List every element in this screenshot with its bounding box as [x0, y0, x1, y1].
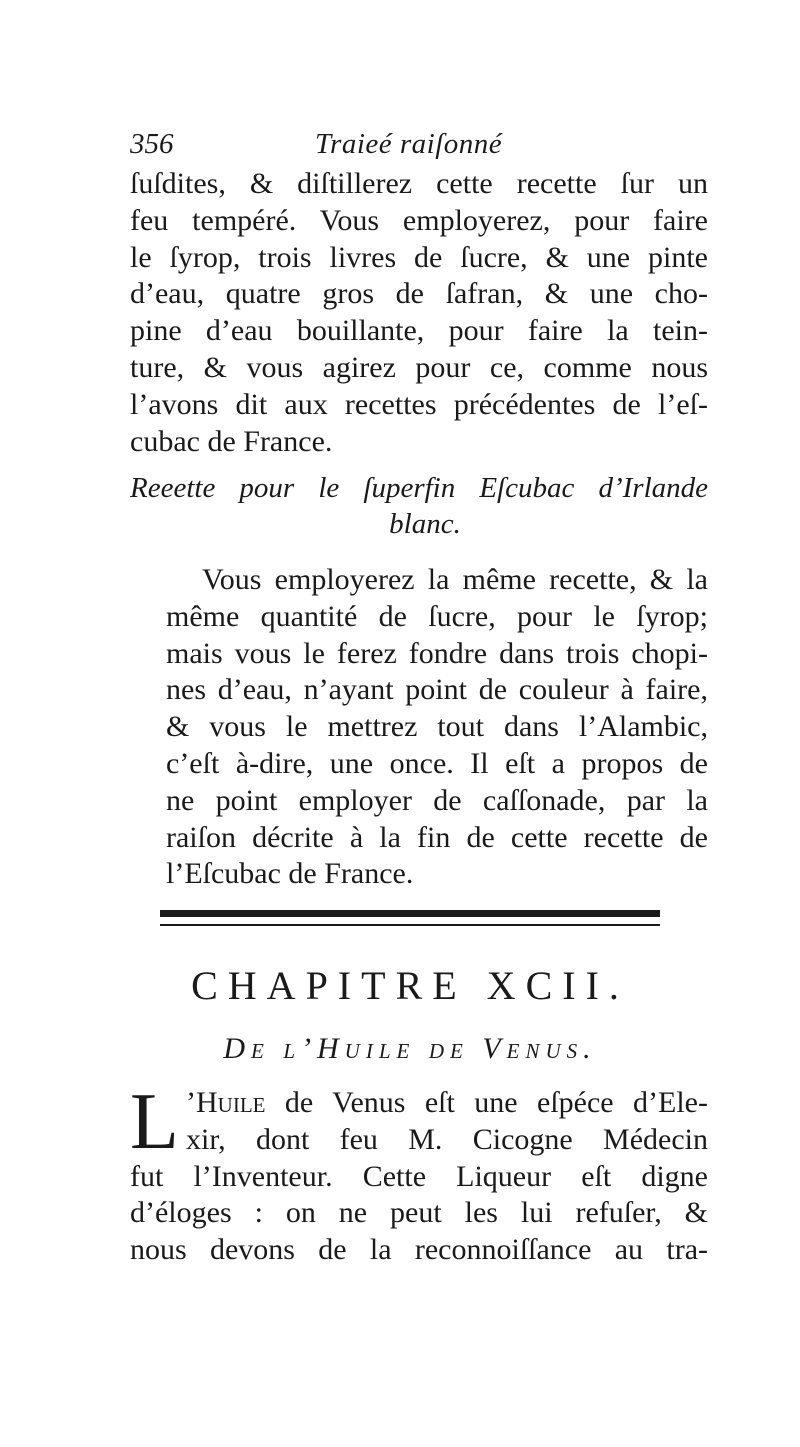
text-line: fut l’Inventeur. Cette Liqueur eſt digne: [130, 1159, 708, 1193]
chapter-divider: [160, 910, 660, 932]
running-title: Traieé raiſonné: [315, 128, 503, 160]
text-line: mais vous le ferez fondre dans trois chopi-: [166, 636, 708, 670]
lead-word: ’Huile: [186, 1086, 266, 1119]
text-line: l’Eſcubac de France.: [166, 857, 414, 891]
text-line: d’éloges : on ne peut les lui refuſer, &: [130, 1196, 708, 1230]
divider-thin-rule: [160, 924, 660, 926]
text-line: le ſyrop, trois livres de ſucre, & une pinte: [130, 240, 708, 274]
recipe-heading-line-2: blanc.: [389, 508, 461, 540]
paragraph-lines: [130, 1078, 708, 1269]
text-line: nes d’eau, n’ayant point de couleur à faire,: [166, 673, 708, 707]
drop-cap: L: [130, 1078, 179, 1166]
text-line: feu tempéré. Vous employerez, pour faire: [130, 203, 708, 237]
text-line-rest: de Venus eſt une eſpéce d’Ele-: [265, 1086, 708, 1119]
text-line: xir, dont feu M. Cicogne Médecin: [186, 1122, 708, 1156]
text-line: [130, 1085, 708, 1122]
text-line: & vous le mettrez tout dans l’Alambic,: [166, 710, 708, 744]
divider-thick-rule: [160, 910, 660, 917]
text-line: Vous employerez la même recette, & la: [202, 563, 708, 596]
page-header: [130, 128, 705, 168]
recipe-heading-irish-escubac: [130, 470, 708, 542]
paragraph-irish-escubac: [130, 562, 708, 893]
text-line: ture, & vous agirez pour ce, comme nous: [130, 350, 708, 384]
chapter-subtitle: De l’Huile de Venus.: [223, 1032, 597, 1065]
text-line: d’eau, quatre gros de ſafran, & une cho-: [130, 277, 708, 311]
text-line: pine d’eau bouillante, pour faire la tein-: [130, 314, 708, 348]
text-line: ne point employer de caſſonade, par la: [166, 783, 708, 817]
paragraph-escubac-saffron: [130, 166, 708, 460]
text-line: cubac de France.: [130, 424, 333, 458]
text-line: ſuſdites, & diſtillerez cette recette ſur un: [130, 167, 708, 200]
page-number: 356: [130, 128, 174, 160]
recipe-heading-line-1: Reeette pour le ſuperfin Eſcubac d’Irlande: [130, 472, 708, 504]
text-line: raiſon décrite à la fin de cette recette de: [166, 820, 708, 854]
text-line: c’eſt à-dire, une once. Il eſt a propos de: [166, 746, 708, 780]
chapter-title: CHAPITRE XCII.: [191, 963, 629, 1008]
text-line: l’avons dit aux recettes précédentes de l’eſ-: [130, 387, 708, 421]
text-line: nous devons de la reconnoiſſance au tra-: [130, 1233, 708, 1267]
text-line: même quantité de ſucre, pour le ſyrop;: [166, 599, 708, 633]
